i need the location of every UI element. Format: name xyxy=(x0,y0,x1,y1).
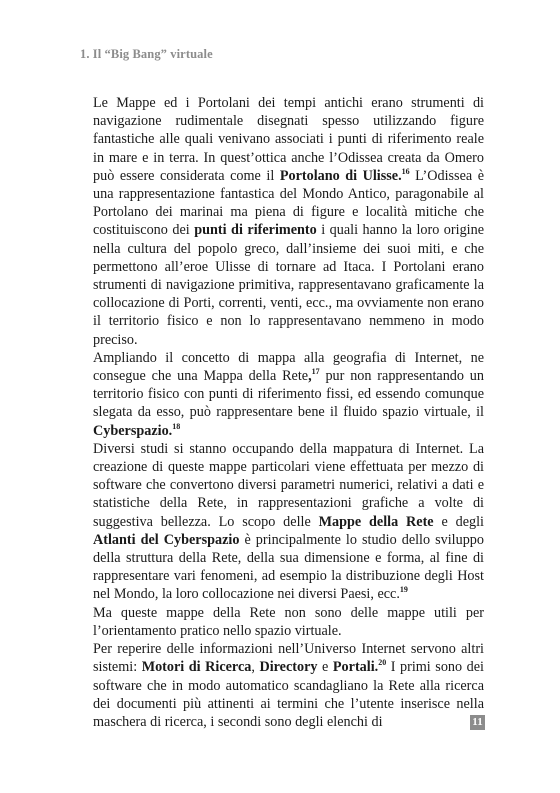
text-run: è principalmente lo studio dello sviluppo della struttura della Rete, della sua dimensione e forma, al fine di rappresentare vari fenomeni, ad esempio la distribuzione degli Host nel Mondo, la loro collocazione nei diversi Paesi, ecc. xyxy=(93,531,484,603)
paragraph-mappatura xyxy=(93,440,484,604)
bold-term: punti di riferimento xyxy=(194,222,317,239)
text-run: , xyxy=(251,659,260,676)
text-run: i quali hanno la loro origine nella cultura del popolo greco, dall’insieme dei suoi miti, e che permettono all’eroe Ulisse di tornare ad Itaca. I Portolani erano strumenti di navigazione primitiva, rappresentavano graficamente la collocazione di Porti, correnti, venti, ecc., ma ovviamente non erano il territorio fisico e non lo rappresentavano nemmeno in modo preciso. xyxy=(93,222,484,348)
text-run: e degli xyxy=(433,513,484,530)
bold-term: Portali xyxy=(332,659,375,676)
bold-term: Atlanti del Cyberspazio xyxy=(93,531,240,548)
paragraph-mappa-rete xyxy=(93,349,484,440)
bold-punct: . xyxy=(374,659,379,676)
bold-term: Portolano di Ulisse xyxy=(279,167,399,184)
text-run: pur non rappresentando un territorio fisico con punti di riferimento fissi, ed essendo comunque slegata da esso, può rappresentare bene il fluido spazio virtuale, il xyxy=(93,368,484,421)
footnote-ref-20: 20 xyxy=(378,658,387,668)
running-header: 1. Il “Big Bang” virtuale xyxy=(80,47,213,61)
footnote-ref-18: 18 xyxy=(172,421,181,431)
text-run: L’Odissea è una rappresentazione fantastica del Mondo Antico, paragonabile al Portolano dei marinai ma piena di figure e località mitiche che costituiscono dei xyxy=(93,167,484,239)
text-run: e xyxy=(317,659,333,676)
text-run: Ampliando il concetto di mappa alla geografia di Internet, ne consegue che una Mappa della Rete xyxy=(93,349,484,385)
bold-punct: . xyxy=(168,422,173,439)
text-run: Le Mappe ed i Portolani dei tempi antichi erano strumenti di navigazione rudimentale disegnati spesso utilizzando figure fantastiche alle quali venivano associati i punti di riferimento reale in mare e in terra. In quest’ottica anche l’Odissea creata da Omero può essere considerata come il xyxy=(93,95,484,184)
bold-punct: , xyxy=(308,368,312,385)
paragraph-portolani xyxy=(93,94,484,349)
paragraph-orientamento: Ma queste mappe della Rete non sono delle mappe utili per l’orientamento pratico nello spazio virtuale. xyxy=(93,604,484,639)
paragraph-motori-ricerca xyxy=(93,640,484,731)
page-number: 11 xyxy=(470,715,485,730)
text-run: Diversi studi si stanno occupando della mappatura di Internet. La creazione di queste mappe particolari viene effettuata per mezzo di software che convertono diversi parametri numerici, relativi a dati e statistiche della Rete, in rappresentazioni grafiche a volte di suggestiva bellezza. Lo scopo delle xyxy=(93,440,484,530)
bold-punct: . xyxy=(398,167,402,184)
footnote-ref-17: 17 xyxy=(311,367,320,377)
bold-term: Cyberspazio xyxy=(93,422,169,439)
text-run: I primi sono dei software che in modo automatico scandagliano la Rete alla ricerca dei documenti più attinenti ai termini che l’utente inserisce nella maschera di ricerca, i secondi sono degli elenchi di xyxy=(93,659,484,730)
bold-term: Mappe della Rete xyxy=(318,513,434,530)
body-text xyxy=(93,94,484,731)
bold-term: Motori di Ricerca xyxy=(141,659,252,676)
footnote-ref-19: 19 xyxy=(399,585,408,595)
footnote-ref-16: 16 xyxy=(401,166,410,176)
text-run: Per reperire delle informazioni nell’Universo Internet servono altri sistemi: xyxy=(93,641,484,676)
bold-term: Directory xyxy=(259,659,318,676)
